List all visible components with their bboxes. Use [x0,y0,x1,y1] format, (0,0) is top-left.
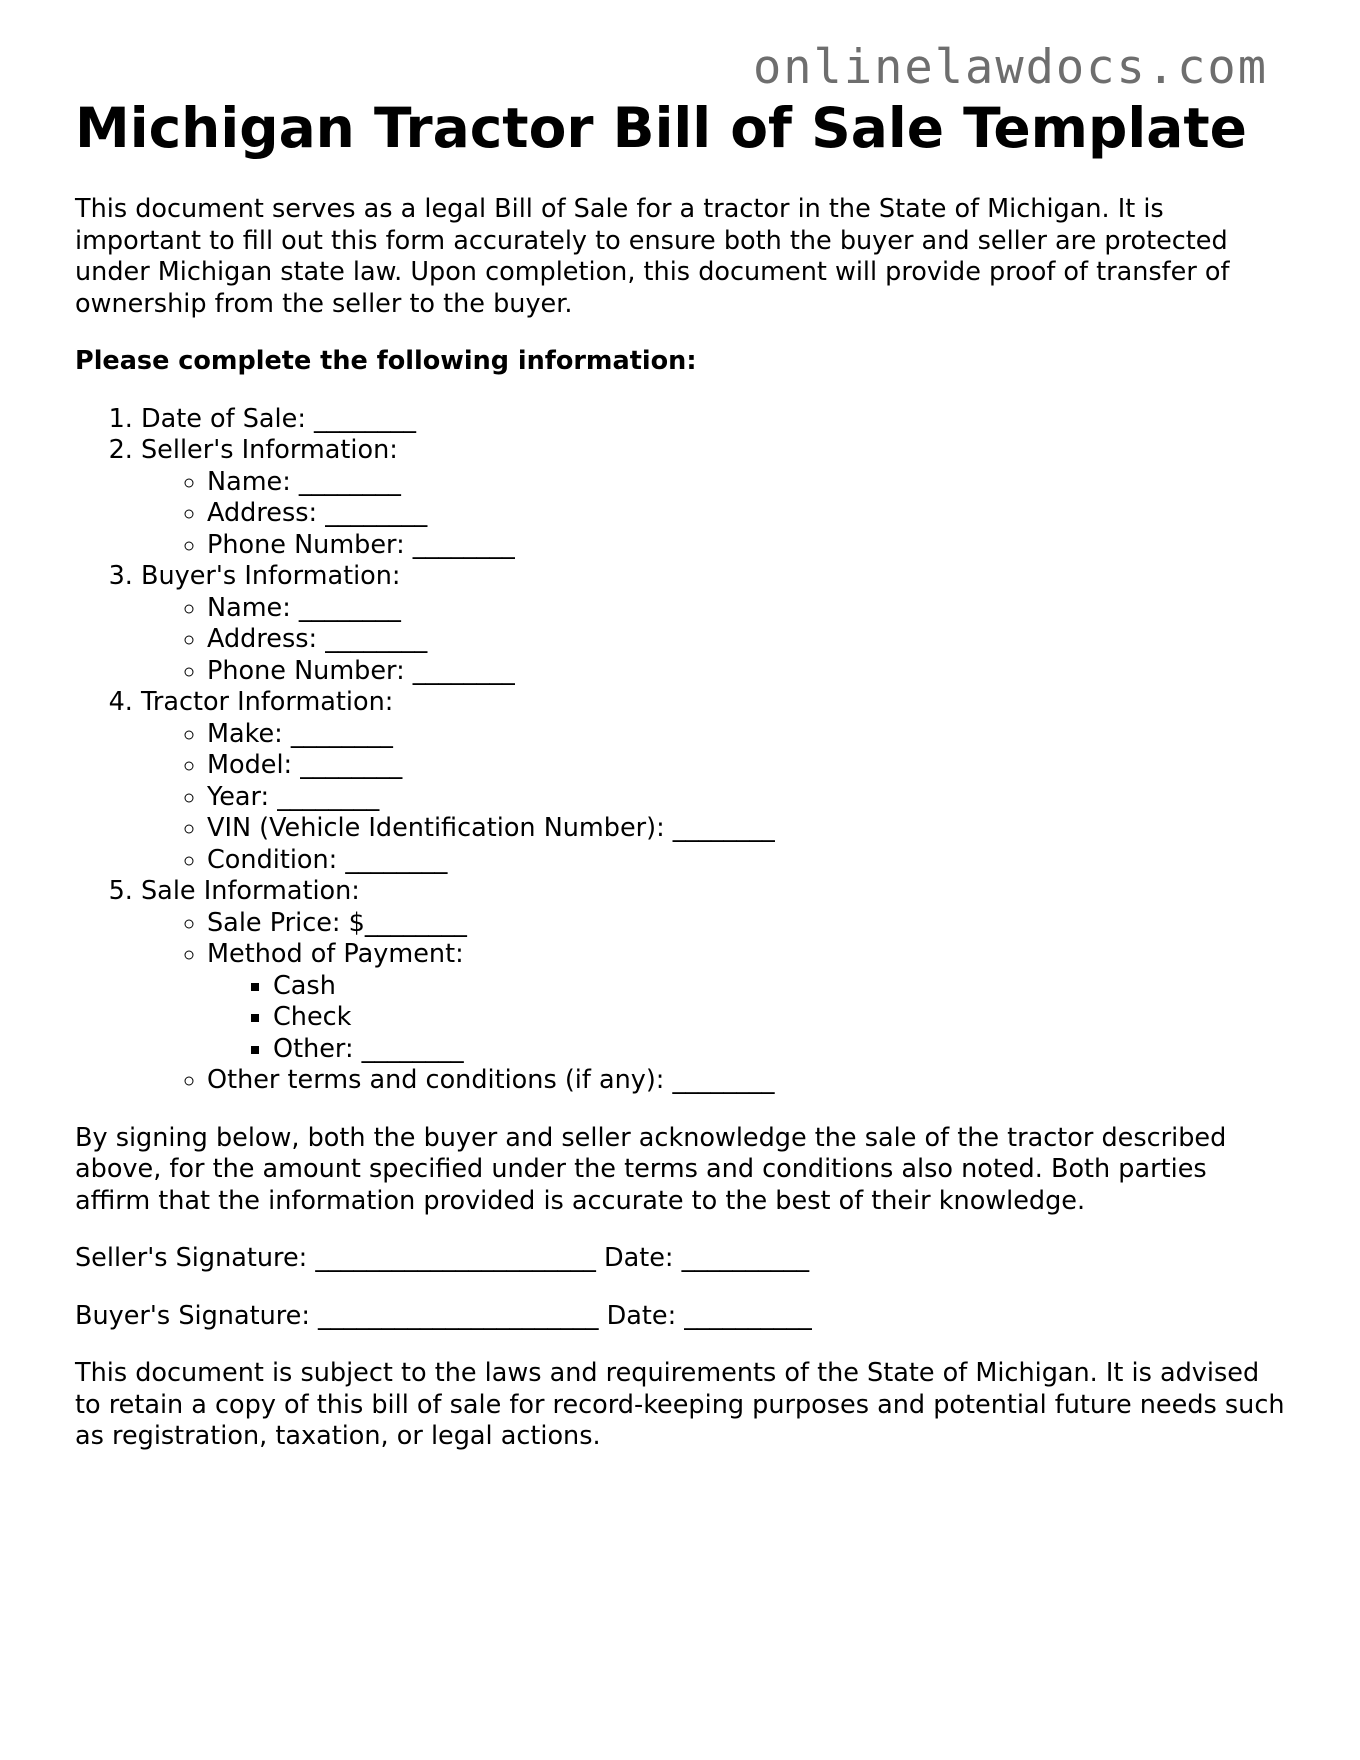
payment-option-check[interactable]: ▪ Check [273,1002,1285,1034]
payment-method-section [207,939,1285,1065]
payment-options-list [207,971,1285,1066]
tractor-information-heading: Tractor Information: [141,687,394,717]
sale-information-section [141,876,1285,1097]
acknowledgment-paragraph: By signing below, both the buyer and seller acknowledge the sale of the tractor described above, for the amount specified under the terms and conditions also noted. Both parties affirm that the information provided is accurate to the best of their knowledge. [75,1122,1227,1216]
tractor-vin-field[interactable]: ◦ VIN (Vehicle Identification Number): ________ [207,813,1285,845]
other-terms-field[interactable]: ◦ Other terms and conditions (if any): ________ [207,1065,1285,1097]
buyer-fields-list [141,593,1285,688]
tractor-information-section [141,687,1285,876]
sale-price-field[interactable]: ◦ Sale Price: $________ [207,908,1285,940]
tractor-model-field[interactable]: ◦ Model: ________ [207,750,1285,782]
page-title: Michigan Tractor Bill of Sale Template [75,96,1247,160]
tractor-condition-field[interactable]: ◦ Condition: ________ [207,845,1285,877]
closing-paragraph: This document is subject to the laws and requirements of the State of Michigan. It is advised to retain a copy of this bill of sale for record-keeping purposes and potential future needs such as registration, taxation, or legal actions. [75,1358,1285,1451]
buyer-name-field[interactable]: ◦ Name: ________ [207,593,1285,625]
tractor-fields-list [141,719,1285,877]
buyer-address-field[interactable]: ◦ Address: ________ [207,624,1285,656]
buyer-information-heading: Buyer's Information: [141,561,401,591]
seller-information-section [141,435,1285,561]
sale-fields-list [141,908,1285,1097]
seller-phone-field[interactable]: ◦ Phone Number: ________ [207,530,1285,562]
tractor-make-field[interactable]: ◦ Make: ________ [207,719,1285,751]
buyer-information-section [141,561,1285,687]
intro-paragraph: This document serves as a legal Bill of Sale for a tractor in the State of Michigan. It is important to fill out this form accurately to ensure both the buyer and seller are protected under Michigan state law. Upon completion, this document will provide proof of transfer of ownership from the seller to the buyer. [75,194,1230,319]
buyer-signature-line[interactable]: Buyer's Signature: ______________________ Date: __________ [75,1300,812,1331]
buyer-phone-field[interactable]: ◦ Phone Number: ________ [207,656,1285,688]
date-of-sale-label: Date of Sale: ________ [141,403,417,434]
tractor-year-field[interactable]: ◦ Year: ________ [207,782,1285,814]
payment-option-other[interactable]: ▪ Other: ________ [273,1034,1285,1066]
seller-fields-list [141,467,1285,562]
payment-option-cash[interactable]: ▪ Cash [273,971,1285,1003]
seller-address-field[interactable]: ◦ Address: ________ [207,498,1285,530]
form-fields-list [75,404,1285,1097]
instructions-heading: Please complete the following information: [75,346,697,376]
payment-method-heading: Method of Payment: [207,939,464,969]
document-body [75,194,1285,1479]
watermark: onlinelawdocs.com [752,40,1268,95]
date-of-sale-field[interactable] [141,404,1285,436]
sale-information-heading: Sale Information: [141,876,360,906]
seller-information-heading: Seller's Information: [141,435,398,465]
seller-name-field[interactable]: ◦ Name: ________ [207,467,1285,499]
seller-signature-line[interactable]: Seller's Signature: ______________________ Date: __________ [75,1243,810,1273]
